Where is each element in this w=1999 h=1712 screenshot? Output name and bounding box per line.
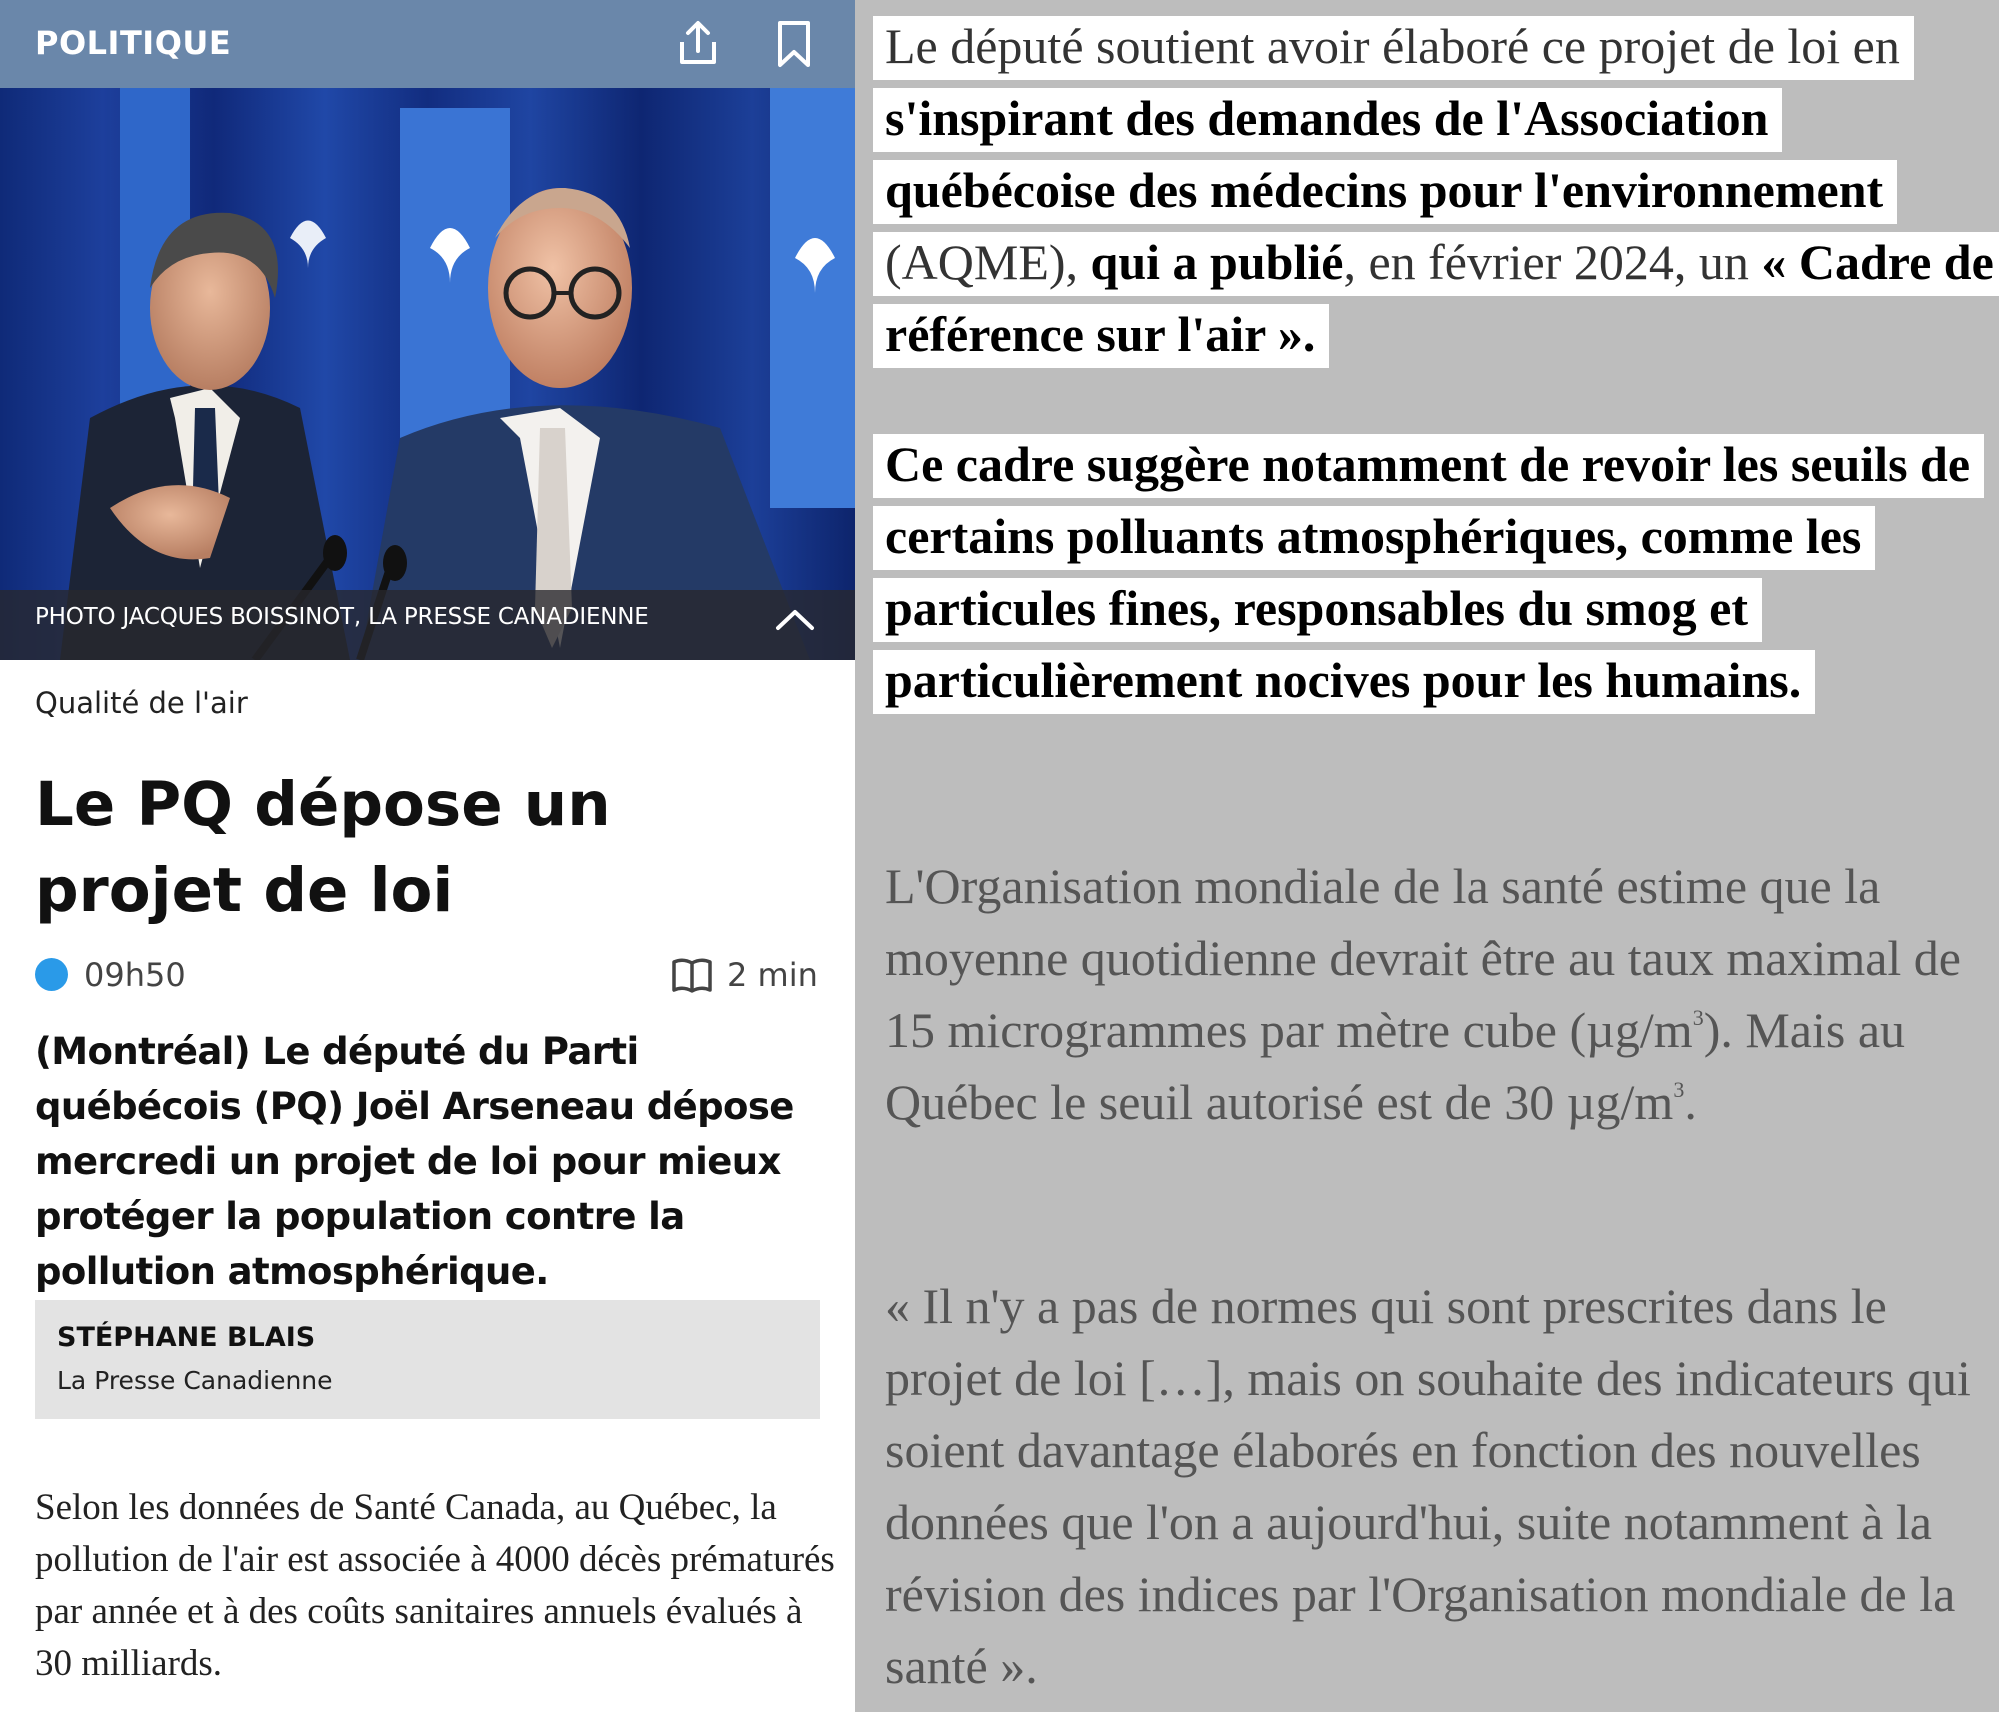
author-org: La Presse Canadienne	[57, 1366, 333, 1395]
p3-sup-a: 3	[1692, 1005, 1704, 1030]
live-dot-icon	[35, 958, 68, 991]
p1-text-d: qui a publié	[1090, 234, 1344, 290]
p1-text-b: s'inspirant des demandes de l'Association québécoise des médecins pour l'environnement	[885, 90, 1884, 218]
article-screen	[0, 0, 855, 1712]
article-lead: (Montréal) Le député du Parti québécois (PQ) Joël Arseneau dépose mercredi un projet de loi pour mieux protéger la population contre la pollution atmosphérique.	[35, 1030, 794, 1293]
p1-text-a: Le député soutient avoir élaboré ce projet de loi en	[885, 18, 1900, 74]
p3-text-c: .	[1684, 1074, 1697, 1130]
bookmark-icon[interactable]	[768, 18, 820, 70]
excerpt-paragraph-2	[885, 428, 1995, 716]
p3-sup-b: 3	[1673, 1077, 1685, 1102]
excerpt-paragraph-4: « Il n'y a pas de normes qui sont prescrites dans le projet de loi […], mais on souhaite des indicateurs qui soient davantage élaborés en fonction des nouvelles données que l'on a aujourd'hui, suite notamment à la révision des indices par l'Organisation mondiale de la santé ».	[885, 1278, 1971, 1694]
article-headline: Le PQ dépose un projet de loi	[35, 769, 611, 926]
enlarged-article-excerpt	[855, 0, 1999, 1712]
photo-credit: PHOTO JACQUES BOISSINOT, LA PRESSE CANADIENNE	[35, 604, 649, 630]
chevron-up-icon[interactable]	[772, 600, 818, 640]
section-label[interactable]: POLITIQUE	[35, 24, 232, 62]
press-conference-photo	[0, 88, 855, 660]
p2-text: Ce cadre suggère notamment de revoir les seuils de certains polluants atmosphériques, comme les particules fines, responsables du smog et particulièrement nocives pour les humains.	[873, 434, 1984, 714]
author-name[interactable]: STÉPHANE BLAIS	[57, 1322, 316, 1353]
excerpt-paragraph-3	[885, 850, 1995, 1138]
article-body-paragraph: Selon les données de Santé Canada, au Québec, la pollution de l'air est associée à 4000 décès prématurés par année et à des coûts sanitaires annuels évalués à 30 milliards.	[35, 1487, 835, 1684]
book-icon	[671, 956, 713, 994]
read-time: 2 min	[727, 956, 818, 994]
article-meta	[35, 956, 820, 996]
p1-text-f: « Cadre de référence sur l'air ».	[885, 234, 1994, 362]
publish-time: 09h50	[84, 956, 186, 994]
p1-text-c: (AQME),	[885, 234, 1091, 290]
share-icon[interactable]	[672, 18, 724, 70]
p3-text-b: ). Mais au Québec le seuil autorisé est de 30 µg/m	[885, 1002, 1906, 1130]
author-box[interactable]	[35, 1300, 820, 1419]
excerpt-paragraph-1	[885, 10, 1995, 370]
article-kicker[interactable]: Qualité de l'air	[35, 686, 248, 720]
article-photo[interactable]	[0, 88, 855, 660]
p1-text-e: , en février 2024, un	[1343, 234, 1762, 290]
top-bar	[0, 0, 855, 88]
p3-text-a: L'Organisation mondiale de la santé estime que la moyenne quotidienne devrait être au taux maximal de 15 microgrammes par mètre cube (µg/m	[885, 858, 1962, 1058]
